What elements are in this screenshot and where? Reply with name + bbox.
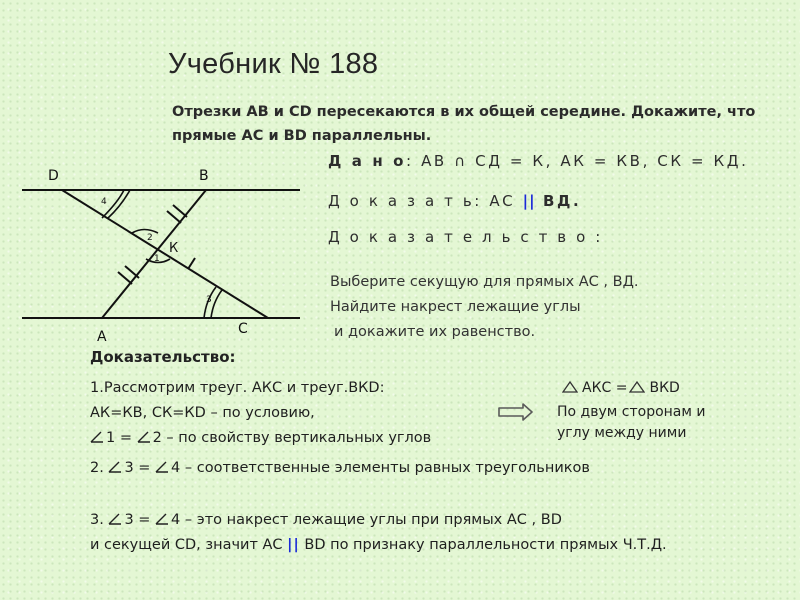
task-line-1: Выберите секущую для прямых АС , ВД. [330, 274, 639, 290]
label-c: C [238, 321, 248, 337]
parallel-sign: || [287, 537, 300, 553]
step3-text: 4 – это накрест лежащие углы при прямых АС , ВD [171, 512, 562, 528]
prove-label: Д о к а з а т ь [328, 192, 475, 210]
label-b: B [199, 168, 209, 184]
task-block [330, 270, 639, 345]
step3-conclusion: ВD по признаку параллельности прямых Ч.Т.Д. [299, 537, 667, 553]
tick-marks-dc [188, 258, 195, 269]
given-line [328, 152, 748, 170]
triangle-icon [562, 381, 578, 393]
angle-3-arc-2 [211, 290, 222, 318]
angle-4-arc [108, 190, 130, 218]
step1-angle2: 2 – по свойству вертикальных углов [152, 430, 432, 446]
prove-right: ВД. [542, 192, 582, 210]
angle-1-number: 1 [154, 254, 160, 264]
given-sep: : [406, 152, 414, 170]
angle-symbol-icon [155, 513, 169, 525]
problem-line-1: Отрезки АВ и CD пересекаются в их общей середине. Докажите, что [172, 104, 756, 120]
angle-symbol-icon [108, 513, 122, 525]
angle-symbol-icon [137, 431, 151, 443]
step1-line-1: 1.Рассмотрим треуг. АКС и треуг.ВКD: [90, 380, 385, 396]
segment-dc [62, 190, 268, 318]
triangle-akc: АКС = [582, 380, 628, 396]
label-d: D [48, 168, 59, 184]
prove-left: АС [489, 192, 516, 210]
label-k: К [169, 241, 179, 256]
step3-secant: и секущей СD, значит АС [90, 537, 288, 553]
proof-step-1 [90, 376, 431, 451]
step2-text: 4 – соответственные элементы равных треугольников [171, 460, 590, 476]
angle-2-arc [132, 230, 158, 234]
step2-angle3: 3 = [124, 460, 156, 476]
prove-line [328, 192, 581, 210]
problem-line-2: прямые АС и ВD параллельны. [172, 128, 432, 144]
step3-line-2 [90, 533, 667, 558]
criterion-line-1: По двум сторонам и [557, 404, 706, 420]
angle-symbol-icon [108, 461, 122, 473]
page-title: Учебник № 188 [168, 48, 379, 80]
task-line-3: и докажите их равенство. [334, 324, 536, 340]
angle-symbol-icon [90, 431, 104, 443]
parallel-sign: || [522, 192, 536, 210]
step1-line-2: АК=КВ, СК=КD – по условию, [90, 405, 315, 421]
angle-symbol-icon [155, 461, 169, 473]
step1-line-3 [90, 426, 431, 451]
given-text: АВ ∩ СД = К, АК = КВ, СК = КД. [421, 152, 749, 170]
triangle-bkd: ВКD [649, 380, 680, 396]
implies-arrow-icon [497, 402, 535, 422]
triangle-equality [560, 378, 680, 399]
step3-line-1 [90, 508, 667, 533]
proof-title: Доказательство: [90, 348, 236, 366]
angle-4-number: 4 [101, 197, 107, 207]
label-a: A [97, 329, 107, 345]
proof-step-2 [90, 460, 590, 476]
given-label: Д а н о [328, 152, 407, 170]
triangle-icon [629, 381, 645, 393]
problem-statement [172, 100, 755, 148]
angle-2-number: 2 [147, 233, 153, 243]
criterion-line-2: углу между ними [557, 425, 687, 441]
step3-number: 3. [90, 512, 109, 528]
proof-heading: Д о к а з а т е л ь с т в о : [328, 228, 603, 246]
angle-3-number: 3 [206, 295, 212, 305]
step2-number: 2. [90, 460, 109, 476]
task-line-2: Найдите накрест лежащие углы [330, 299, 581, 315]
geometry-diagram [18, 160, 308, 346]
step1-angle1: 1 = [106, 430, 137, 446]
prove-sep: : [474, 192, 482, 210]
step3-angle3: 3 = [124, 512, 156, 528]
proof-step-3 [90, 508, 667, 558]
equality-criterion [557, 402, 705, 444]
